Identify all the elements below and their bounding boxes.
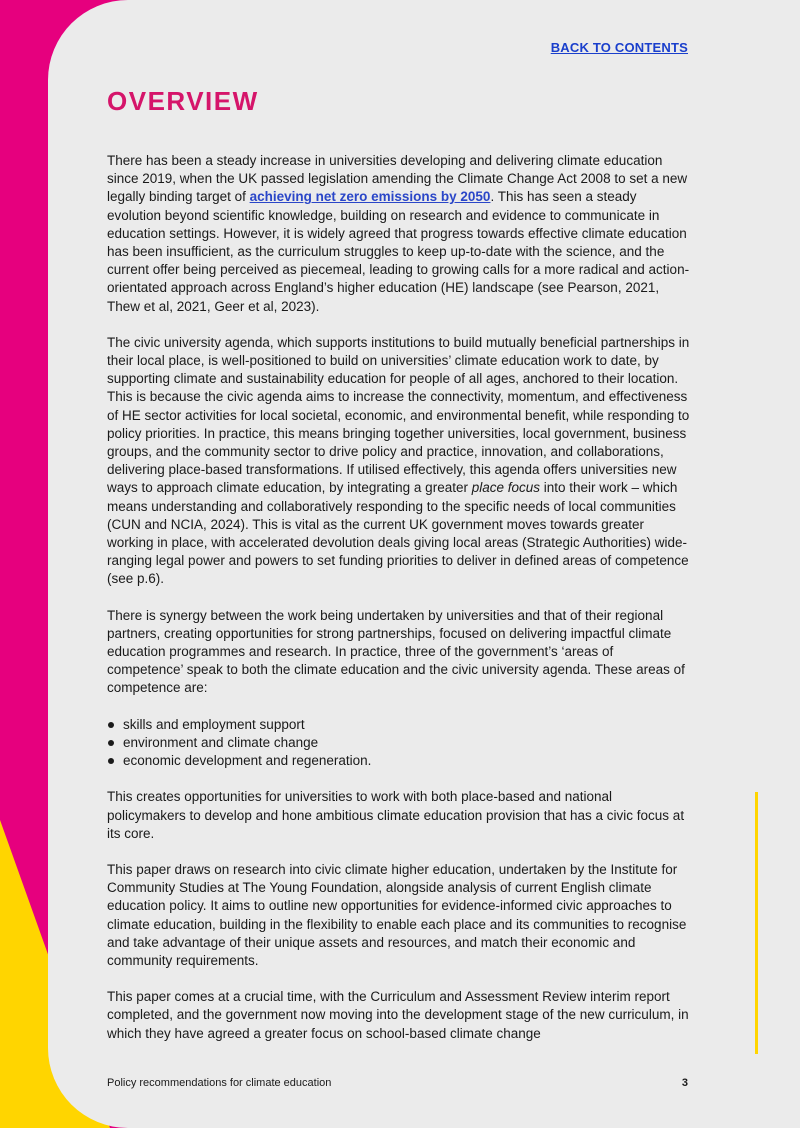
paragraph-research: This paper draws on research into civic climate higher education, undertaken by the Institute for Community Studies at The Young Foundation, alongside analysis of current English climate education policy. It aims to outline new opportunities for evidence-informed civic approaches to climate education, building in the flexibility to enable each place and its communities to recognise and take advantage of their unique assets and resources, and match their economic and community requirements. xyxy=(107,861,687,968)
list-item: environment and climate change xyxy=(107,734,692,752)
list-item: economic development and regeneration. xyxy=(107,752,692,770)
page-number: 3 xyxy=(681,1077,688,1089)
back-to-contents-link[interactable]: BACK TO CONTENTS xyxy=(550,40,688,55)
paragraph-civic-agenda xyxy=(107,334,692,589)
paragraph-opportunities: This creates opportunities for universities to work with both place-based and national policymakers to develop and hone ambitious climate education provision that has a civic focus at its core. xyxy=(107,789,685,841)
competence-list xyxy=(107,716,692,771)
list-item: skills and employment support xyxy=(107,716,692,734)
footer-document-title: Policy recommendations for climate education xyxy=(107,1077,332,1089)
main-content xyxy=(107,152,692,1061)
paragraph-civic-text-b: into their work – which means understanding and collaboratively responding to the specific needs of local communities (CUN and NCIA, 2024). This is vital as the current UK government moves towards greater working in place, with accelerated devolution deals giving local areas (Strategic Authorities) wide-ranging legal power and powers to set funding priorities to deliver in defined areas of competence (see p.6). xyxy=(107,480,689,587)
paragraph-civic-text-a: The civic university agenda, which supports institutions to build mutually beneficial partnerships in their local place, is well-positioned to build on universities’ climate education work to date, by supporting climate and sustainability education for people of all ages, anchored to their location. This is because the civic agenda aims to increase the connectivity, momentum, and effectiveness of HE sector activities for local societal, economic, and environmental benefit, while responding to policy priorities. In practice, this means bringing together universities, local government, business groups, and the community sector to drive policy and practice, innovation, and collaborations, delivering place-based transformations. If utilised effectively, this agenda offers universities new ways to approach climate education, by integrating a greater xyxy=(107,334,690,496)
net-zero-link[interactable]: achieving net zero emissions by 2050 xyxy=(249,189,491,205)
paragraph-synergy: There is synergy between the work being undertaken by universities and that of their regional partners, creating opportunities for strong partnerships, focused on delivering impactful climate education programmes and research. In practice, three of the government’s ‘areas of competence’ speak to both the climate education and the civic university agenda. These areas of competence are: xyxy=(107,607,685,696)
paragraph-intro-text-a: There has been a steady increase in universities developing and delivering climate education since 2019, when the UK passed legislation amending the Climate Change Act 2008 to set a new legally binding target of xyxy=(107,153,688,205)
paragraph-intro-text-b: . This has seen a steady evolution beyond scientific knowledge, building on research and evidence to communicate in education settings. However, it is widely agreed that progress towards effective climate education has been insufficient, as the curriculum struggles to keep up-to-date with the science, and the current offer being perceived as piecemeal, leading to growing calls for a more radical and action-orientated approach across England’s higher education (HE) landscape (see Pearson, 2021, Thew et al, 2021, Geer et al, 2023). xyxy=(107,189,690,314)
page-title: OVERVIEW xyxy=(107,86,259,116)
paragraph-intro xyxy=(107,152,692,316)
paragraph-timing: This paper comes at a crucial time, with the Curriculum and Assessment Review interim report completed, and the government now moving into the development stage of the new curriculum, in which they have agreed a greater focus on school-based climate change xyxy=(107,989,689,1041)
yellow-side-rule xyxy=(755,792,758,1054)
place-focus-emphasis: place focus xyxy=(471,480,541,496)
